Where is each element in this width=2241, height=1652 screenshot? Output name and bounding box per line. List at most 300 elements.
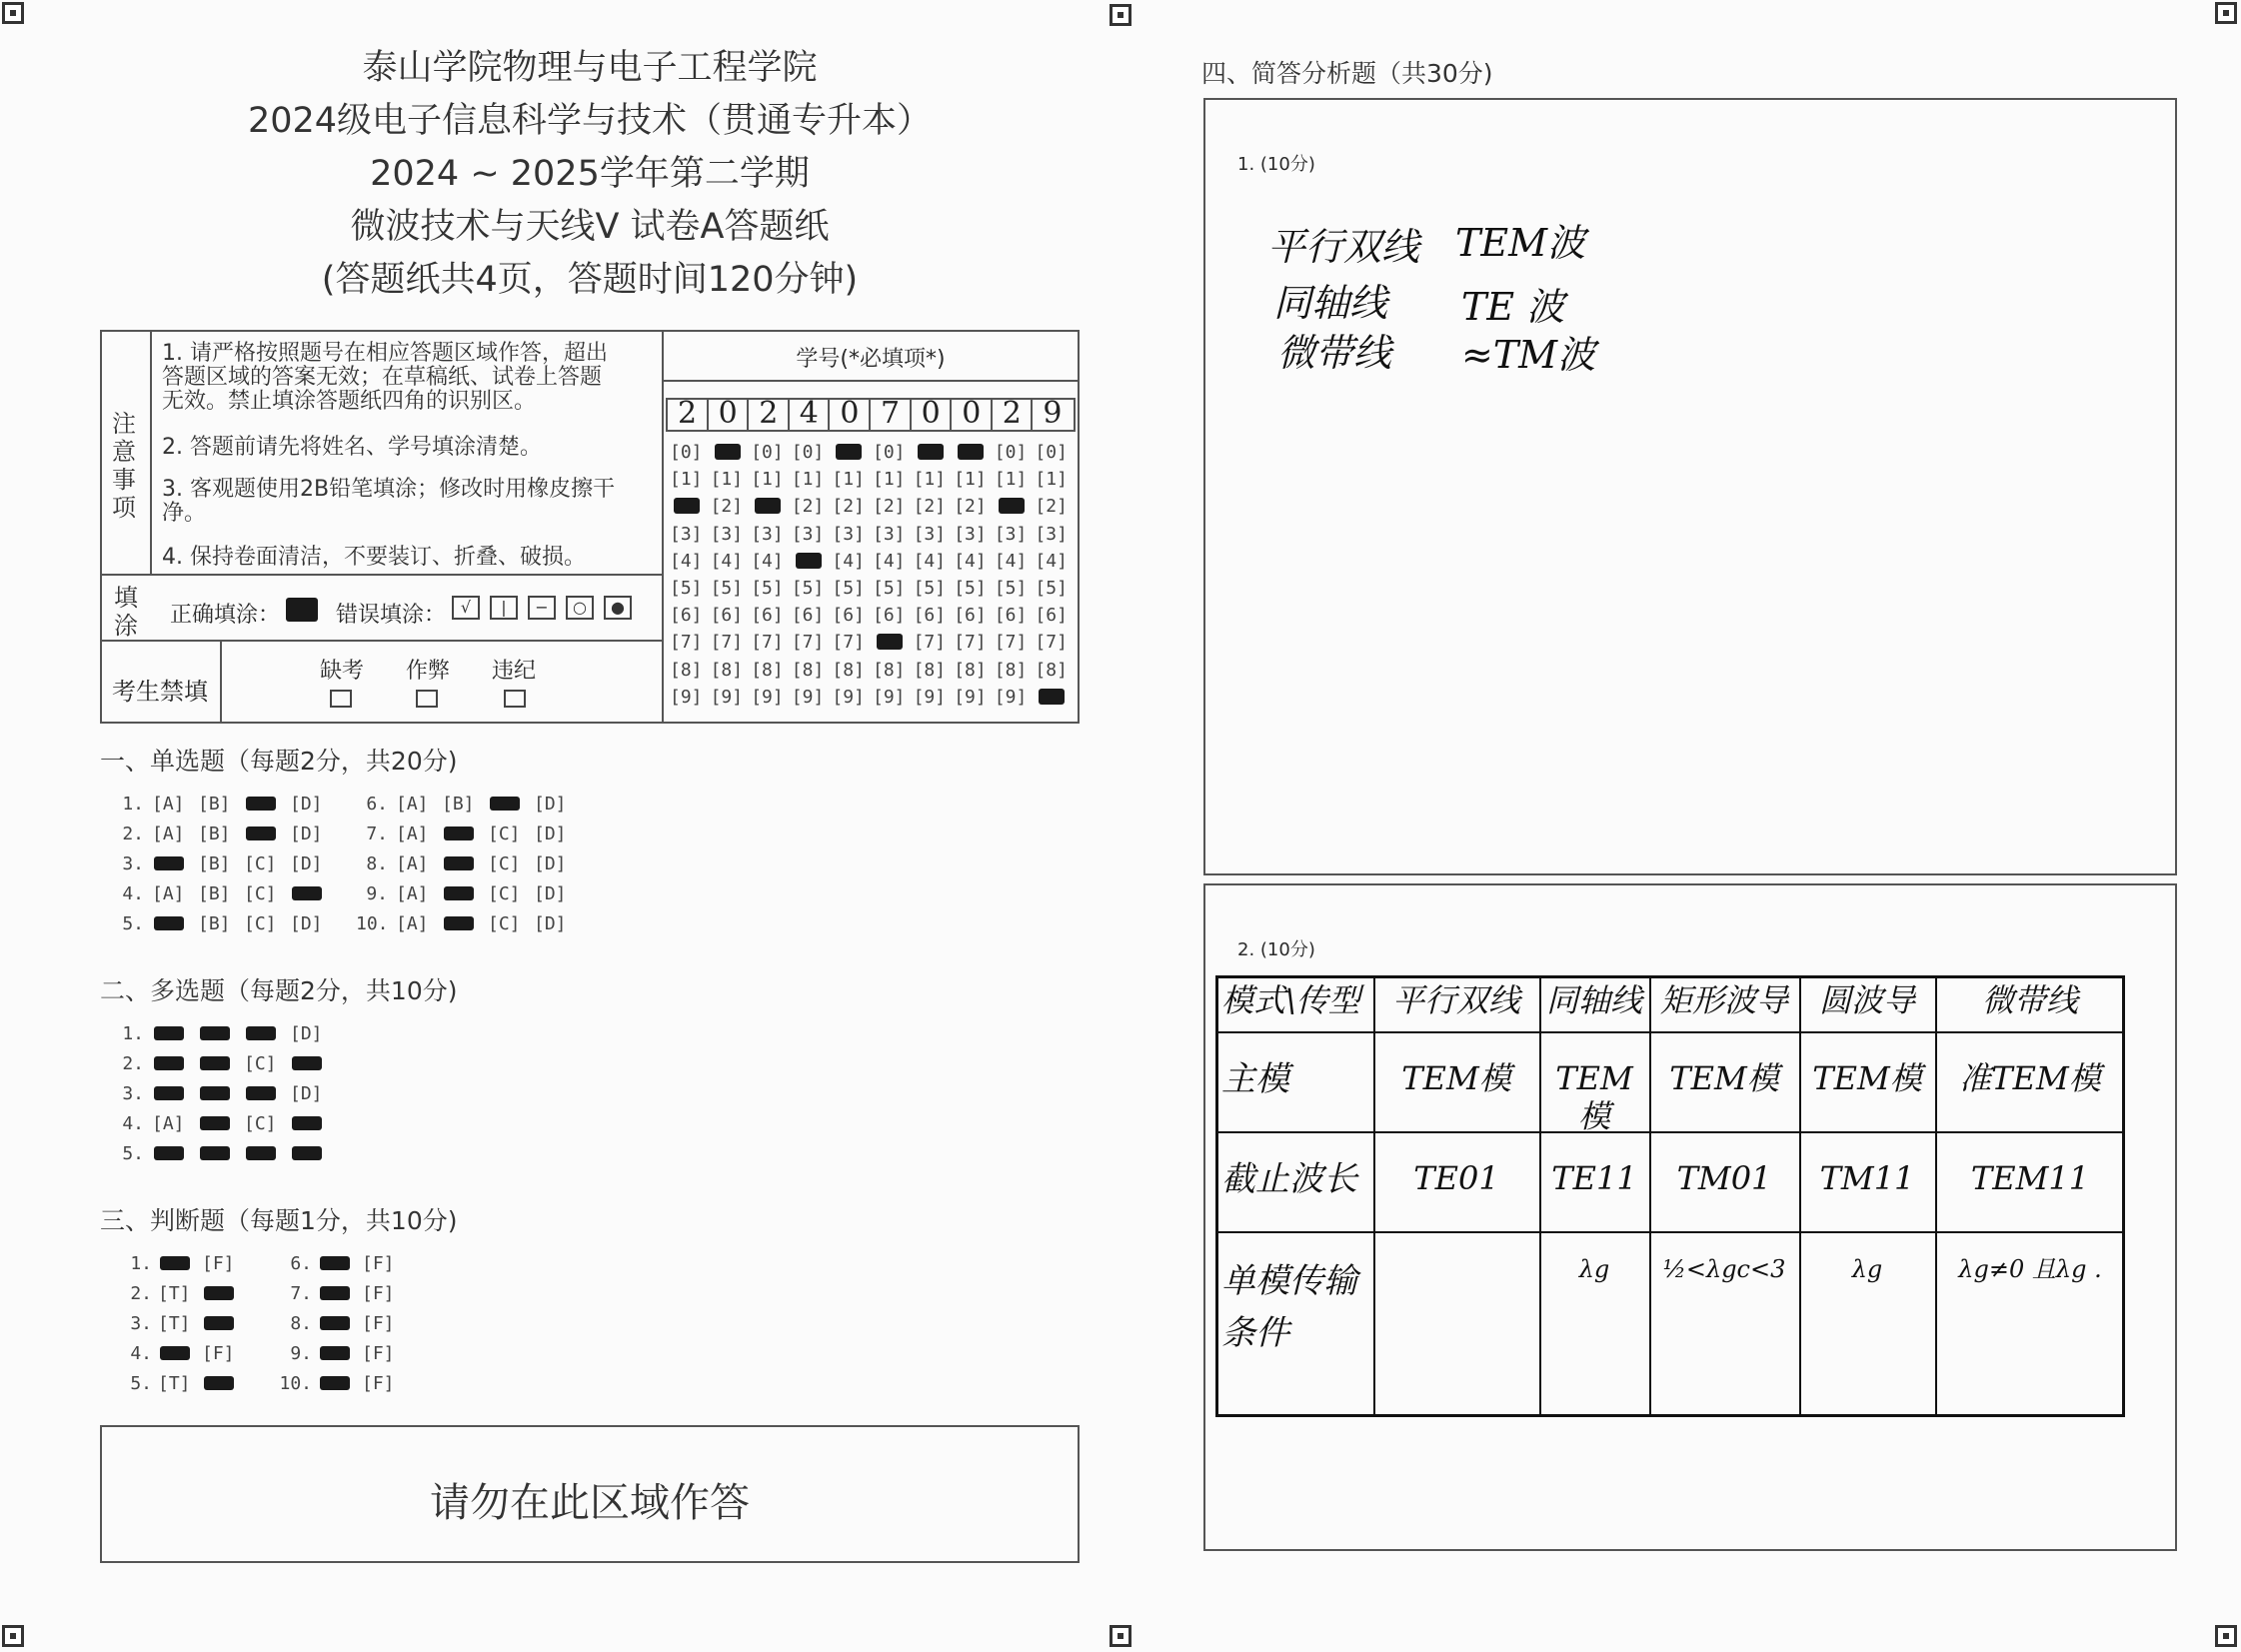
- section2-question-number: 4.: [122, 1113, 144, 1134]
- student-id-bubble: [0]: [994, 442, 1028, 463]
- section3-question-number: 6.: [290, 1253, 312, 1274]
- student-id-bubble: [6]: [1035, 605, 1068, 627]
- q2-table-header: 矩形波导: [1659, 981, 1788, 1019]
- section3-option: [F]: [362, 1343, 395, 1364]
- student-id-bubble: [8]: [1035, 659, 1068, 681]
- notice-item-4: 4. 保持卷面清洁，不要装订、折叠、破损。: [162, 545, 586, 570]
- section1-option: [B]: [198, 883, 231, 904]
- student-id-bubble: [4]: [954, 550, 987, 572]
- student-id-bubble: [7]: [670, 632, 703, 654]
- student-id-bubble: [6]: [873, 605, 906, 627]
- section1-option: [D]: [290, 913, 323, 934]
- section3-option: [T]: [158, 1313, 191, 1334]
- student-id-bubble: [5]: [710, 578, 744, 599]
- section3-answer-mark: [204, 1376, 234, 1390]
- student-id-bubble: [1]: [710, 469, 744, 491]
- student-id-bubble: [8]: [791, 659, 825, 681]
- section2-answer-mark: [246, 1026, 276, 1040]
- q1-line3-right: ≈TM波: [1461, 333, 1596, 377]
- student-id-bubble: [3]: [832, 523, 865, 545]
- section1-option: [D]: [534, 913, 567, 934]
- section1-option: [B]: [198, 824, 231, 844]
- no-answer-zone-text: 请勿在此区域作答: [430, 1480, 750, 1526]
- student-id-bubble: [6]: [832, 605, 865, 627]
- section1-option: [A]: [396, 794, 429, 815]
- student-id-bubble: [5]: [791, 578, 825, 599]
- section3-option: [F]: [362, 1253, 395, 1274]
- section3-question-number: 5.: [130, 1373, 152, 1394]
- section2-answer-mark: [154, 1056, 184, 1070]
- q2-table-cell: TEM模: [1669, 1059, 1779, 1097]
- section3-question-number: 3.: [130, 1313, 152, 1334]
- q2-col-line: [1649, 975, 1651, 1417]
- student-id-mark: [1039, 689, 1065, 705]
- student-id-bubble: [2]: [1035, 496, 1068, 518]
- student-id-mark: [999, 498, 1025, 514]
- student-id-bubble: [8]: [710, 659, 744, 681]
- section4-title: 四、简答分析题（共30分): [1201, 59, 1493, 88]
- student-id-bubble: [1]: [954, 469, 987, 491]
- section1-option: [C]: [244, 853, 277, 874]
- fill-correct-example: [286, 598, 318, 622]
- header-course: 微波技术与天线V 试卷A答题纸: [350, 207, 830, 247]
- section1-question-number: 8.: [366, 853, 388, 874]
- section2-answer-mark: [154, 1146, 184, 1160]
- q2-col-line: [1373, 975, 1375, 1417]
- section1-option: [B]: [198, 853, 231, 874]
- student-id-bubble: [1]: [670, 469, 703, 491]
- fill-label: 填涂: [114, 584, 138, 640]
- student-id-bubble: [9]: [832, 686, 865, 708]
- wrong-fill-symbol: −: [528, 596, 556, 620]
- section1-option: [A]: [396, 883, 429, 904]
- student-id-bubble: [8]: [954, 659, 987, 681]
- section1-answer-mark: [444, 826, 474, 840]
- student-id-bubble: [7]: [954, 632, 987, 654]
- student-id-bubble: [5]: [954, 578, 987, 599]
- forbidden-label: 考生禁填: [112, 678, 208, 706]
- section3-answer-mark: [320, 1286, 350, 1300]
- student-id-bubble: [6]: [751, 605, 784, 627]
- student-id-divider: [869, 398, 871, 432]
- student-id-divider: [747, 398, 749, 432]
- student-id-bubble: [4]: [994, 550, 1028, 572]
- q2-table-cell: TEM模: [1555, 1059, 1633, 1136]
- forbidden-absent-checkbox[interactable]: [330, 690, 352, 708]
- student-id-bubble: [3]: [670, 523, 703, 545]
- header-info: (答题纸共4页，答题时间120分钟): [321, 260, 859, 300]
- section1-option: [C]: [244, 913, 277, 934]
- student-id-digit: 0: [962, 396, 982, 431]
- forbidden-cheat-checkbox[interactable]: [416, 690, 438, 708]
- forbidden-violation-label: 违纪: [492, 659, 537, 684]
- wrong-fill-symbol: ●: [604, 596, 632, 620]
- student-id-mark: [836, 444, 862, 460]
- student-id-bubble: [4]: [832, 550, 865, 572]
- student-id-bubble: [2]: [873, 496, 906, 518]
- section1-option: [C]: [488, 853, 521, 874]
- header-major: 2024级电子信息科学与技术（贯通专升本）: [247, 101, 933, 141]
- header-school: 泰山学院物理与电子工程学院: [362, 48, 818, 88]
- section3-answer-mark: [320, 1376, 350, 1390]
- section1-question-number: 1.: [122, 794, 144, 815]
- corner-marker-top-left: [2, 2, 24, 24]
- student-id-mark: [918, 444, 944, 460]
- section2-answer-mark: [200, 1056, 230, 1070]
- student-id-bubble: [3]: [791, 523, 825, 545]
- student-id-bubble: [9]: [751, 686, 784, 708]
- q2-table-cell: λg: [1578, 1255, 1610, 1283]
- section2-title: 二、多选题（每题2分，共10分): [100, 976, 458, 1005]
- section3-question-number: 4.: [130, 1343, 152, 1364]
- q2-table-header: 圆波导: [1818, 981, 1915, 1019]
- section1-question-number: 7.: [366, 824, 388, 844]
- section3-question-number: 8.: [290, 1313, 312, 1334]
- student-id-bubble: [9]: [994, 686, 1028, 708]
- q2-table-cell: 单模传输条件: [1221, 1261, 1357, 1353]
- student-id-bubble: [1]: [1035, 469, 1068, 491]
- section2-question-number: 2.: [122, 1053, 144, 1074]
- forbidden-violation-checkbox[interactable]: [504, 690, 526, 708]
- section1-option: [D]: [534, 794, 567, 815]
- section1-option: [A]: [152, 794, 185, 815]
- section1-question-number: 10.: [356, 913, 389, 934]
- section2-option: [C]: [244, 1053, 277, 1074]
- student-id-bubble: [0]: [751, 442, 784, 463]
- section3-option: [F]: [362, 1313, 395, 1334]
- q2-row-line: [1215, 1231, 2125, 1233]
- q2-table-header: 平行双线: [1391, 981, 1520, 1019]
- student-id-bubble: [3]: [913, 523, 947, 545]
- student-id-bubble: [4]: [751, 550, 784, 572]
- section3-question-number: 7.: [290, 1283, 312, 1304]
- q2-table-cell: 截止波长: [1221, 1159, 1357, 1199]
- corner-marker-bottom-right: [2215, 1625, 2237, 1647]
- student-id-digit: 0: [921, 396, 941, 431]
- section1-answer-mark: [154, 856, 184, 870]
- section1-option: [D]: [290, 853, 323, 874]
- student-id-mark: [715, 444, 741, 460]
- student-id-bubble: [8]: [873, 659, 906, 681]
- section3-question-number: 2.: [130, 1283, 152, 1304]
- student-id-bubble: [5]: [670, 578, 703, 599]
- student-id-bubble: [9]: [791, 686, 825, 708]
- section3-question-number: 9.: [290, 1343, 312, 1364]
- q2-table-cell: 准TEM模: [1959, 1059, 2101, 1097]
- student-id-bubble: [0]: [873, 442, 906, 463]
- q1-line2-right: TE 波: [1461, 285, 1565, 329]
- student-id-bubble: [1]: [994, 469, 1028, 491]
- section1-option: [B]: [198, 913, 231, 934]
- student-id-mark: [755, 498, 781, 514]
- student-id-bubble: [6]: [994, 605, 1028, 627]
- section2-option: [C]: [244, 1113, 277, 1134]
- corner-marker-bottom-left: [2, 1625, 24, 1647]
- student-id-divider: [1031, 398, 1033, 432]
- student-id-bubble: [9]: [954, 686, 987, 708]
- section2-option: [D]: [290, 1023, 323, 1044]
- section2-question-number: 5.: [122, 1143, 144, 1164]
- section1-option: [B]: [198, 794, 231, 815]
- student-id-bubble: [4]: [1035, 550, 1068, 572]
- q2-table-cell: TM01: [1676, 1159, 1772, 1197]
- student-id-bubble: [7]: [913, 632, 947, 654]
- section1-option: [D]: [290, 824, 323, 844]
- section3-option: [T]: [158, 1283, 191, 1304]
- student-id-bubble: [4]: [913, 550, 947, 572]
- section2-answer-mark: [200, 1086, 230, 1100]
- student-id-bubble: [6]: [954, 605, 987, 627]
- section2-question-number: 1.: [122, 1023, 144, 1044]
- student-id-bubble: [0]: [1035, 442, 1068, 463]
- header-term: 2024 ~ 2025学年第二学期: [370, 154, 810, 194]
- section3-answer-mark: [160, 1256, 190, 1270]
- wrong-fill-symbol: √: [452, 596, 480, 620]
- student-id-bubble: [7]: [710, 632, 744, 654]
- student-id-bubble: [2]: [954, 496, 987, 518]
- q2-label: 2. (10分): [1237, 939, 1315, 960]
- section3-answer-mark: [160, 1346, 190, 1360]
- corner-marker-bottom-center: [1110, 1625, 1131, 1647]
- student-id-digit: 2: [759, 396, 779, 431]
- section2-answer-mark: [246, 1086, 276, 1100]
- fill-wrong-label: 错误填涂：: [336, 603, 447, 628]
- q2-table-cell: TE11: [1551, 1159, 1637, 1197]
- student-id-bubble: [6]: [913, 605, 947, 627]
- student-id-bubble: [1]: [751, 469, 784, 491]
- section1-option: [A]: [152, 883, 185, 904]
- q2-table-cell: 主模: [1221, 1059, 1289, 1099]
- section3-answer-mark: [204, 1316, 234, 1330]
- q1-line1-left: 平行双线: [1267, 225, 1420, 269]
- student-id-bubble: [4]: [710, 550, 744, 572]
- q2-table-header: 同轴线: [1545, 981, 1642, 1019]
- student-id-divider: [788, 398, 790, 432]
- student-id-bubble: [2]: [913, 496, 947, 518]
- section1-answer-mark: [246, 826, 276, 840]
- forbidden-absent-label: 缺考: [320, 659, 365, 684]
- student-id-bubble: [8]: [832, 659, 865, 681]
- student-id-bubble: [6]: [791, 605, 825, 627]
- student-id-bubble: [2]: [832, 496, 865, 518]
- section1-option: [D]: [534, 853, 567, 874]
- section1-answer-mark: [444, 856, 474, 870]
- q1-line2-left: 同轴线: [1273, 281, 1388, 325]
- q2-row-line: [1215, 1131, 2125, 1133]
- q2-col-line: [1539, 975, 1541, 1417]
- student-id-bubble: [5]: [751, 578, 784, 599]
- section2-answer-mark: [292, 1056, 322, 1070]
- student-id-bubble: [3]: [873, 523, 906, 545]
- student-id-bubble: [7]: [751, 632, 784, 654]
- student-id-bubble: [8]: [913, 659, 947, 681]
- section1-question-number: 6.: [366, 794, 388, 815]
- section2-option: [A]: [152, 1113, 185, 1134]
- section1-question-number: 5.: [122, 913, 144, 934]
- student-id-bubble: [7]: [1035, 632, 1068, 654]
- student-id-digit: 4: [799, 396, 819, 431]
- student-id-bubble: [5]: [913, 578, 947, 599]
- corner-marker-top-right: [2215, 2, 2237, 24]
- section1-option: [D]: [534, 883, 567, 904]
- student-id-bubble: [5]: [994, 578, 1028, 599]
- section2-answer-mark: [246, 1146, 276, 1160]
- q2-table-cell: λg: [1851, 1255, 1883, 1283]
- student-id-bubble: [0]: [670, 442, 703, 463]
- section1-question-number: 9.: [366, 883, 388, 904]
- section1-answer-mark: [246, 797, 276, 811]
- section1-option: [D]: [290, 794, 323, 815]
- student-id-bubble: [1]: [832, 469, 865, 491]
- section1-answer-mark: [154, 916, 184, 930]
- student-id-mark: [877, 634, 903, 650]
- student-id-bubble: [9]: [913, 686, 947, 708]
- student-id-bubble: [2]: [710, 496, 744, 518]
- section1-title: 一、单选题（每题2分，共20分): [100, 747, 458, 776]
- q2-row-line: [1215, 1031, 2125, 1033]
- section3-option: [F]: [202, 1253, 235, 1274]
- q2-table-cell: λg≠0 且λg .: [1958, 1255, 2102, 1283]
- student-id-divider: [828, 398, 830, 432]
- student-id-bubble: [7]: [994, 632, 1028, 654]
- section2-question-number: 3.: [122, 1083, 144, 1104]
- section3-option: [F]: [202, 1343, 235, 1364]
- section1-question-number: 3.: [122, 853, 144, 874]
- q2-table-cell: TM11: [1819, 1159, 1915, 1197]
- student-id-bubble: [9]: [710, 686, 744, 708]
- student-id-bubble: [8]: [994, 659, 1028, 681]
- notice-item-1: 1. 请严格按照题号在相应答题区域作答，超出答题区域的答案无效；在草稿纸、试卷上答题无效。禁止填涂答题纸四角的识别区。: [162, 341, 608, 414]
- student-id-bubble: [7]: [832, 632, 865, 654]
- section1-answer-mark: [490, 797, 520, 811]
- student-id-bubble: [3]: [710, 523, 744, 545]
- notice-item-2: 2. 答题前请先将姓名、学号填涂清楚。: [162, 435, 542, 460]
- q1-label: 1. (10分): [1237, 154, 1315, 175]
- section1-option: [A]: [396, 853, 429, 874]
- student-id-bubble: [4]: [670, 550, 703, 572]
- section2-option: [D]: [290, 1083, 323, 1104]
- q2-table-header: 模式\传型: [1221, 981, 1360, 1019]
- section1-answer-mark: [292, 886, 322, 900]
- student-id-bubble: [6]: [710, 605, 744, 627]
- student-id-bubble: [0]: [791, 442, 825, 463]
- student-id-mark: [958, 444, 984, 460]
- wrong-fill-symbol: ○: [566, 596, 594, 620]
- section3-option: [F]: [362, 1373, 395, 1394]
- section3-answer-mark: [204, 1286, 234, 1300]
- student-id-bubble: [5]: [832, 578, 865, 599]
- section1-option: [D]: [534, 824, 567, 844]
- q2-table-cell: TEM11: [1970, 1159, 2090, 1197]
- student-id-bubble: [9]: [670, 686, 703, 708]
- student-id-bubble: [5]: [873, 578, 906, 599]
- q2-col-line: [1935, 975, 1937, 1417]
- q2-col-line: [1799, 975, 1801, 1417]
- section3-title: 三、判断题（每题1分，共10分): [100, 1206, 458, 1235]
- student-id-bubble: [1]: [873, 469, 906, 491]
- section1-question-number: 4.: [122, 883, 144, 904]
- q2-table-cell: TEM模: [1401, 1059, 1511, 1097]
- section2-answer-mark: [200, 1116, 230, 1130]
- section3-answer-mark: [320, 1346, 350, 1360]
- student-id-bubble: [8]: [751, 659, 784, 681]
- section1-option: [A]: [396, 913, 429, 934]
- section3-answer-mark: [320, 1256, 350, 1270]
- student-id-divider: [950, 398, 952, 432]
- student-id-bubble: [4]: [873, 550, 906, 572]
- student-id-bubble: [5]: [1035, 578, 1068, 599]
- q2-table-cell: ½<λgc<3: [1662, 1255, 1786, 1283]
- section3-question-number: 10.: [279, 1373, 312, 1394]
- student-id-mark: [674, 498, 700, 514]
- section1-option: [A]: [396, 824, 429, 844]
- section2-answer-mark: [154, 1026, 184, 1040]
- student-id-digit: 0: [840, 396, 860, 431]
- section1-option: [C]: [488, 824, 521, 844]
- student-id-bubble: [6]: [670, 605, 703, 627]
- section3-option: [F]: [362, 1283, 395, 1304]
- student-id-digit: 9: [1043, 396, 1063, 431]
- q1-line3-left: 微带线: [1277, 331, 1392, 375]
- notice-item-3: 3. 客观题使用2B铅笔填涂；修改时用橡皮擦干净。: [162, 477, 616, 526]
- section1-option: [C]: [488, 913, 521, 934]
- corner-marker-top-center: [1110, 4, 1131, 26]
- section1-question-number: 2.: [122, 824, 144, 844]
- student-id-digit: 0: [718, 396, 738, 431]
- q2-table-cell: TE01: [1413, 1159, 1499, 1197]
- section2-answer-mark: [200, 1026, 230, 1040]
- student-id-bubble: [1]: [791, 469, 825, 491]
- section1-answer-mark: [444, 886, 474, 900]
- section1-option: [C]: [488, 883, 521, 904]
- student-id-digit: 7: [881, 396, 901, 431]
- section2-answer-mark: [154, 1086, 184, 1100]
- section3-question-number: 1.: [130, 1253, 152, 1274]
- q1-line1-right: TEM波: [1455, 221, 1585, 265]
- student-id-bubble: [3]: [751, 523, 784, 545]
- q2-table-cell: TEM模: [1812, 1059, 1922, 1097]
- student-id-mark: [796, 553, 822, 569]
- student-id-label: 学号(*必填项*): [796, 347, 946, 372]
- student-id-digit: 2: [1002, 396, 1022, 431]
- section3-answer-mark: [320, 1316, 350, 1330]
- section1-option: [B]: [442, 794, 475, 815]
- student-id-bubble: [3]: [954, 523, 987, 545]
- fill-correct-label: 正确填涂：: [170, 603, 281, 628]
- q2-table-header: 微带线: [1981, 981, 2078, 1019]
- q1-answer-box: [1203, 98, 2177, 875]
- student-id-bubble: [2]: [791, 496, 825, 518]
- section3-option: [T]: [158, 1373, 191, 1394]
- student-id-bubble: [9]: [873, 686, 906, 708]
- section2-answer-mark: [200, 1146, 230, 1160]
- student-id-digit: 2: [678, 396, 698, 431]
- student-id-divider: [707, 398, 709, 432]
- section2-answer-mark: [292, 1146, 322, 1160]
- section1-option: [A]: [152, 824, 185, 844]
- section2-answer-mark: [292, 1116, 322, 1130]
- student-id-bubble: [3]: [994, 523, 1028, 545]
- wrong-fill-symbol: |: [490, 596, 518, 620]
- student-id-divider: [910, 398, 912, 432]
- forbidden-cheat-label: 作弊: [406, 659, 451, 684]
- section1-answer-mark: [444, 916, 474, 930]
- notice-label: 注意事项: [112, 410, 136, 522]
- student-id-bubble: [8]: [670, 659, 703, 681]
- student-id-bubble: [7]: [791, 632, 825, 654]
- section1-option: [C]: [244, 883, 277, 904]
- student-id-divider: [991, 398, 993, 432]
